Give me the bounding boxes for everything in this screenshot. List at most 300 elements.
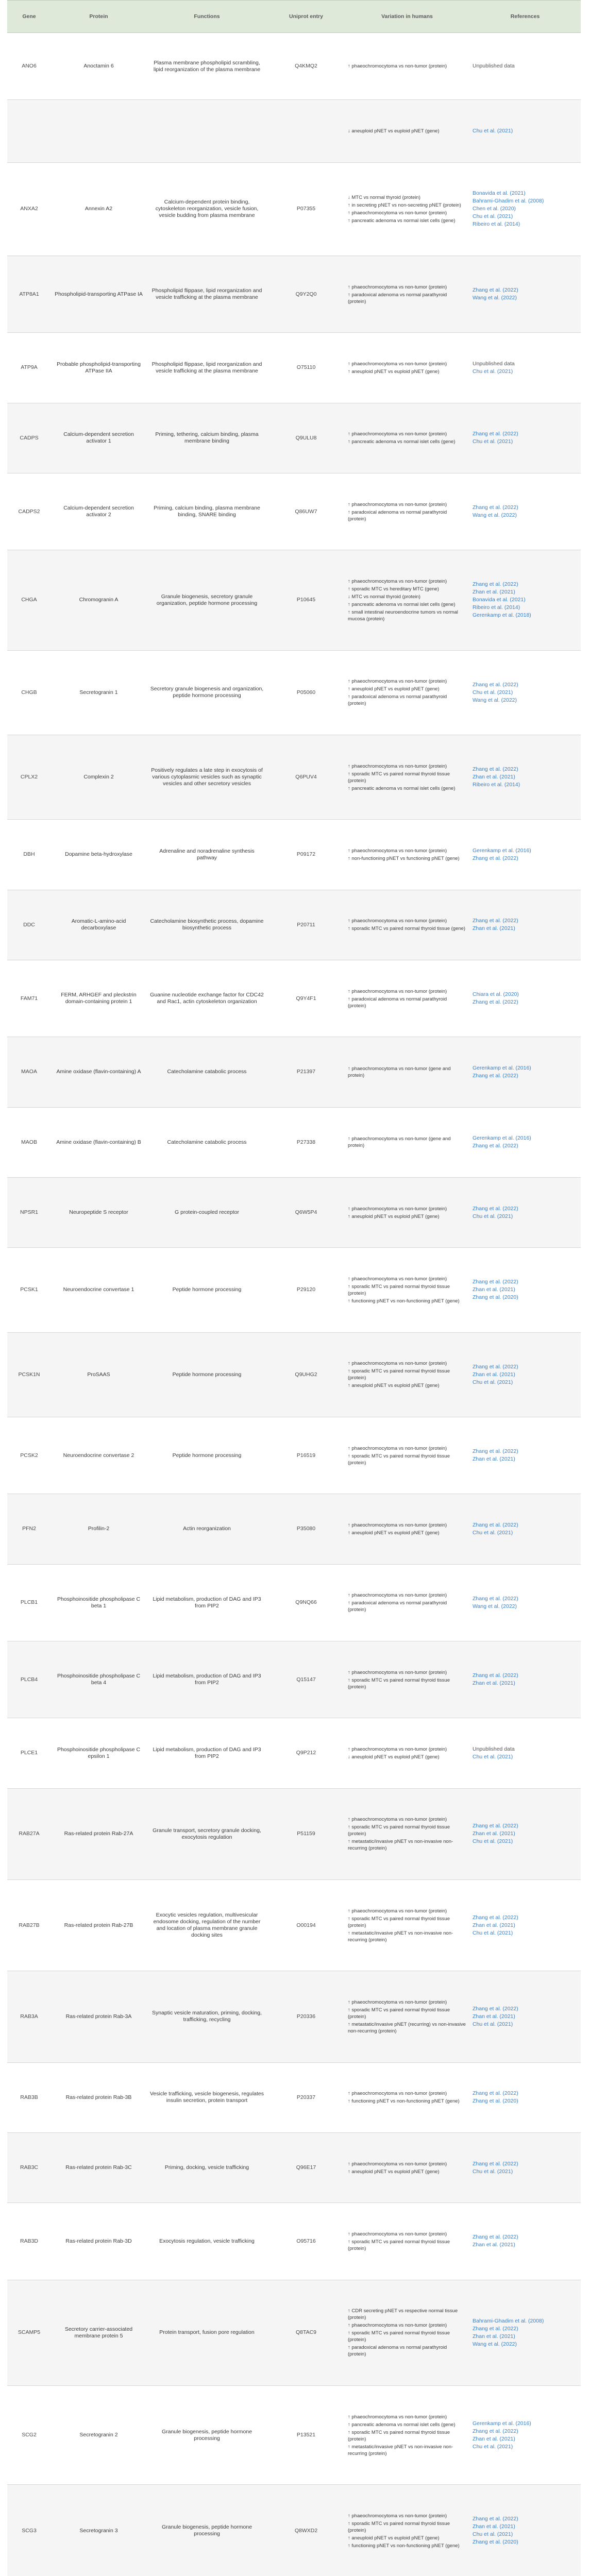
cell-functions: Plasma membrane phospholipid scrambling, lipid reorganization of the plasma membrane: [146, 33, 267, 100]
cell-functions: [146, 100, 267, 162]
cell-gene: RAB3B: [7, 2062, 51, 2132]
table-row: [7, 1641, 581, 1718]
variation-line: ↑ phaeochromocytoma vs non-tumor (protein): [348, 284, 447, 290]
reference-link[interactable]: Zhang et al. (2022): [473, 2160, 518, 2167]
cell-variation: [345, 1788, 469, 1879]
cell-functions: Secretory granule biogenesis and organization, peptide hormone processing: [146, 650, 267, 735]
reference-link[interactable]: Zhang et al. (2022): [473, 1595, 518, 1602]
cell-references: [469, 2203, 581, 2280]
variation-line: ↑ in secreting pNET vs non-secreting pNET (protein): [348, 202, 461, 208]
cell-functions: Synaptic vesicle maturation, priming, docking, trafficking, recycling: [146, 1971, 267, 2062]
variation-line: ↓ MTC vs normal thyroid (protein): [348, 594, 420, 600]
reference-link[interactable]: Zhang et al. (2022): [473, 504, 518, 511]
reference-link[interactable]: Wang et al. (2022): [473, 697, 517, 703]
table-row: [7, 2485, 581, 2576]
cell-functions: Guanine nucleotide exchange factor for CDC42 and Rac1, actin cytoskeleton organization: [146, 960, 267, 1037]
reference-text: Unpublished data: [473, 1745, 515, 1752]
cell-protein: [51, 100, 146, 162]
reference-link[interactable]: Zhang et al. (2022): [473, 1672, 518, 1679]
cell-protein: Secretogranin 2: [51, 2385, 146, 2484]
variation-line: ↑ paradoxical adenoma vs normal parathyroid (protein): [348, 996, 447, 1009]
reference-link[interactable]: Zhan et al. (2021): [473, 2013, 515, 2020]
cell-references: [469, 1564, 581, 1641]
cell-uniprot: O00194: [267, 1879, 345, 1971]
cell-protein: Probable phospholipid-transporting ATPase IIA: [51, 333, 146, 403]
cell-uniprot: Q6W5P4: [267, 1177, 345, 1247]
cell-functions: Lipid metabolism, production of DAG and IP3 from PIP2: [146, 1564, 267, 1641]
variation-line: ↑ phaeochromocytoma vs non-tumor (gene and protein): [348, 1136, 451, 1149]
variation-line: ↑ phaeochromocytoma vs non-tumor (protein): [348, 1276, 447, 1282]
cell-protein: Chromogranin A: [51, 550, 146, 650]
table-row: [7, 1177, 581, 1247]
cell-references: [469, 960, 581, 1037]
reference-link[interactable]: Zhang et al. (2022): [473, 2090, 518, 2097]
cell-functions: Priming, docking, vesicle trafficking: [146, 2132, 267, 2202]
cell-protein: Calcium-dependent secretion activator 1: [51, 403, 146, 473]
cell-protein: Anoctamin 6: [51, 33, 146, 100]
cell-functions: Adrenaline and noradrenaline synthesis pathway: [146, 820, 267, 890]
table-row: [7, 2203, 581, 2280]
reference-link[interactable]: Chu et al. (2021): [473, 689, 513, 696]
table-row: [7, 735, 581, 819]
cell-variation: [345, 333, 469, 403]
cell-references: [469, 820, 581, 890]
cell-functions: Lipid metabolism, production of DAG and IP3 from PIP2: [146, 1718, 267, 1788]
reference-link[interactable]: Ribeiro et al. (2014): [473, 221, 520, 228]
cell-references: [469, 550, 581, 650]
reference-link[interactable]: Zhang et al. (2022): [473, 681, 518, 688]
cell-protein: Secretogranin 1: [51, 650, 146, 735]
cell-references: [469, 2385, 581, 2484]
reference-link[interactable]: Bonavida et al. (2021): [473, 597, 526, 603]
reference-link[interactable]: Zhang et al. (2022): [473, 581, 518, 588]
reference-link[interactable]: Bonavida et al. (2021): [473, 190, 526, 197]
variation-line: ↑ aneuploid pNET vs euploid pNET (gene): [348, 1383, 440, 1389]
variation-line: ↑ sporadic MTC vs paired normal thyroid tissue (protein): [348, 771, 450, 784]
reference-link[interactable]: Zhang et al. (2022): [473, 1521, 518, 1528]
reference-link[interactable]: Ribeiro et al. (2014): [473, 604, 520, 611]
cell-gene: NPSR1: [7, 1177, 51, 1247]
cell-functions: Catecholamine catabolic process: [146, 1107, 267, 1177]
cell-references: [469, 735, 581, 819]
variation-line: ↑ phaeochromocytoma vs non-tumor (protein): [348, 918, 447, 924]
cell-variation: [345, 960, 469, 1037]
cell-uniprot: P13521: [267, 2385, 345, 2484]
reference-link[interactable]: Zhan et al. (2021): [473, 925, 515, 932]
variation-line: ↑ phaeochromocytoma vs non-tumor (protein): [348, 1206, 447, 1212]
table-row: [7, 333, 581, 403]
reference-link[interactable]: Zhang et al. (2020): [473, 1294, 518, 1301]
cell-references: [469, 333, 581, 403]
variation-line: ↑ sporadic MTC vs paired normal thyroid tissue (protein): [348, 2520, 450, 2533]
cell-gene: PFN2: [7, 1494, 51, 1564]
col-header-uniprot: Uniprot entry: [267, 1, 345, 33]
reference-link[interactable]: Zhang et al. (2022): [473, 1363, 518, 1370]
variation-line: ↑ phaeochromocytoma vs non-tumor (protein): [348, 2161, 447, 2167]
cell-uniprot: P07355: [267, 162, 345, 256]
cell-variation: [345, 1332, 469, 1417]
variation-line: ↑ pancreatic adenoma vs normal islet cells (gene): [348, 785, 456, 791]
reference-link[interactable]: Chu et al. (2021): [473, 1929, 513, 1936]
reference-link[interactable]: Chu et al. (2021): [473, 438, 513, 445]
reference-link[interactable]: Zhan et al. (2021): [473, 2435, 515, 2442]
variation-line: ↑ small intestinal neuroendocrine tumors vs normal mucosa (protein): [348, 609, 458, 622]
cell-functions: Lipid metabolism, production of DAG and IP3 from PIP2: [146, 1641, 267, 1718]
reference-text: Unpublished data: [473, 63, 515, 70]
table-row: [7, 1332, 581, 1417]
cell-references: [469, 1788, 581, 1879]
cell-functions: Granule biogenesis, peptide hormone processing: [146, 2385, 267, 2484]
cell-gene: MAOB: [7, 1107, 51, 1177]
variation-line: ↑ phaeochromocytoma vs non-tumor (protein): [348, 1908, 447, 1914]
cell-protein: Ras-related protein Rab-27B: [51, 1879, 146, 1971]
variation-line: ↑ aneuploid pNET vs euploid pNET (gene): [348, 1213, 440, 1219]
reference-link[interactable]: Zhang et al. (2022): [473, 1914, 518, 1921]
reference-link[interactable]: Chu et al. (2021): [473, 2443, 513, 2450]
table-row: [7, 256, 581, 332]
cell-references: [469, 2062, 581, 2132]
reference-link[interactable]: Chu et al. (2021): [473, 1213, 513, 1219]
reference-link[interactable]: Zhang et al. (2020): [473, 2539, 518, 2546]
reference-link[interactable]: Zhan et al. (2021): [473, 2523, 515, 2530]
cell-gene: ANXA2: [7, 162, 51, 256]
variation-line: ↑ phaeochromocytoma vs non-tumor (protein): [348, 431, 447, 437]
cell-references: [469, 1641, 581, 1718]
reference-link[interactable]: Ribeiro et al. (2014): [473, 782, 520, 788]
cell-references: [469, 650, 581, 735]
reference-text: Unpublished data: [473, 360, 515, 367]
cell-gene: FAM71: [7, 960, 51, 1037]
cell-references: [469, 1494, 581, 1564]
cell-protein: Phosphoinositide phospholipase C beta 1: [51, 1564, 146, 1641]
cell-protein: Secretory carrier-associated membrane protein 5: [51, 2280, 146, 2385]
reference-link[interactable]: Gerenkamp et al. (2018): [473, 612, 531, 619]
reference-link[interactable]: Gerenkamp et al. (2016): [473, 2420, 531, 2427]
cell-variation: [345, 2280, 469, 2385]
cell-references: [469, 403, 581, 473]
cell-protein: Ras-related protein Rab-3C: [51, 2132, 146, 2202]
reference-link[interactable]: Zhan et al. (2021): [473, 1922, 515, 1928]
cell-uniprot: Q15147: [267, 1641, 345, 1718]
reference-link[interactable]: Zhang et al. (2022): [473, 1205, 518, 1212]
table-row: [7, 1107, 581, 1177]
cell-uniprot: O95716: [267, 2203, 345, 2280]
variation-line: ↑ phaeochromocytoma vs non-tumor (protein): [348, 2231, 447, 2237]
cell-gene: CADPS: [7, 403, 51, 473]
reference-link[interactable]: Chen et al. (2020): [473, 206, 516, 212]
cell-variation: [345, 1641, 469, 1718]
cell-protein: Amine oxidase (flavin-containing) B: [51, 1107, 146, 1177]
cell-variation: [345, 1107, 469, 1177]
reference-link[interactable]: Zhang et al. (2022): [473, 1279, 518, 1285]
gene-table: [7, 0, 581, 2576]
cell-functions: Catecholamine biosynthetic process, dopamine biosynthetic process: [146, 890, 267, 960]
reference-link[interactable]: Wang et al. (2022): [473, 1603, 517, 1609]
reference-link[interactable]: Chu et al. (2021): [473, 1529, 513, 1536]
cell-uniprot: P20337: [267, 2062, 345, 2132]
variation-line: ↓ aneuploid pNET vs euploid pNET (gene): [348, 1754, 440, 1760]
cell-variation: [345, 100, 469, 162]
reference-link[interactable]: Zhang et al. (2022): [473, 2516, 518, 2522]
reference-link[interactable]: Zhan et al. (2021): [473, 589, 515, 596]
reference-link[interactable]: Chu et al. (2021): [473, 213, 513, 220]
reference-link[interactable]: Wang et al. (2022): [473, 512, 517, 519]
reference-link[interactable]: Bahrami-Ghadim et al. (2008): [473, 2317, 544, 2324]
variation-line: ↑ phaeochromocytoma vs non-tumor (protein): [348, 1592, 447, 1599]
cell-uniprot: P16519: [267, 1417, 345, 1494]
cell-uniprot: P21397: [267, 1037, 345, 1107]
table-body: [7, 33, 581, 2576]
table-row: [7, 1564, 581, 1641]
table-row: [7, 2385, 581, 2484]
cell-protein: Secretogranin 3: [51, 2485, 146, 2576]
cell-variation: [345, 256, 469, 332]
cell-uniprot: P29120: [267, 1248, 345, 1332]
variation-line: ↑ metastatic/invasive pNET vs non-invasive non-recurring (protein): [348, 2444, 453, 2456]
reference-link[interactable]: Zhang et al. (2022): [473, 999, 518, 1006]
cell-functions: G protein-coupled receptor: [146, 1177, 267, 1247]
col-header-functions: Functions: [146, 1, 267, 33]
cell-uniprot: Q9P212: [267, 1718, 345, 1788]
variation-line: ↑ phaeochromocytoma vs non-tumor (protein): [348, 2414, 447, 2420]
cell-protein: Aromatic-L-amino-acid decarboxylase: [51, 890, 146, 960]
cell-uniprot: Q9ULU8: [267, 403, 345, 473]
variation-line: ↑ phaeochromocytoma vs non-tumor (protein): [348, 63, 447, 70]
cell-variation: [345, 1417, 469, 1494]
variation-line: ↑ CDR secreting pNET vs respective normal tissue (protein): [348, 2308, 458, 2321]
variation-line: ↑ phaeochromocytoma vs non-tumor (protein): [348, 1999, 447, 2005]
cell-uniprot: P10645: [267, 550, 345, 650]
cell-gene: RAB27A: [7, 1788, 51, 1879]
table-row: [7, 162, 581, 256]
cell-gene: MAOA: [7, 1037, 51, 1107]
cell-uniprot: Q96E17: [267, 2132, 345, 2202]
reference-link[interactable]: Chu et al. (2021): [473, 127, 513, 134]
cell-functions: Phospholipid flippase, lipid reorganization and vesicle trafficking at the plasma membrane: [146, 333, 267, 403]
cell-protein: Phosphoinositide phospholipase C beta 4: [51, 1641, 146, 1718]
reference-link[interactable]: Zhang et al. (2022): [473, 2234, 518, 2241]
table-row: [7, 1037, 581, 1107]
reference-link[interactable]: Wang et al. (2022): [473, 2341, 517, 2347]
reference-link[interactable]: Wang et al. (2022): [473, 295, 517, 301]
reference-link[interactable]: Zhang et al. (2022): [473, 918, 518, 924]
reference-link[interactable]: Bahrami-Ghadim et al. (2008): [473, 198, 544, 205]
cell-variation: [345, 2203, 469, 2280]
reference-link[interactable]: Zhang et al. (2022): [473, 855, 518, 861]
reference-link[interactable]: Zhang et al. (2022): [473, 766, 518, 773]
variation-line: ↑ pancreatic adenoma vs normal islet cells (gene): [348, 217, 456, 224]
cell-variation: [345, 1177, 469, 1247]
variation-line: ↑ functioning pNET vs non-functioning pNET (gene): [348, 1298, 460, 1304]
table-row: [7, 100, 581, 162]
header-row: [7, 1, 581, 33]
variation-line: ↑ phaeochromocytoma vs non-tumor (protein): [348, 1669, 447, 1675]
col-header-references: References: [469, 1, 581, 33]
cell-functions: Granule transport, secretory granule docking, exocytosis regulation: [146, 1788, 267, 1879]
table-row: [7, 1788, 581, 1879]
cell-variation: [345, 162, 469, 256]
cell-protein: FERM, ARHGEF and pleckstrin domain-containing protein 1: [51, 960, 146, 1037]
cell-gene: RAB3A: [7, 1971, 51, 2062]
cell-functions: Vesicle trafficking, vesicle biogenesis, regulates insulin secretion, protein transport: [146, 2062, 267, 2132]
reference-link[interactable]: Chiara et al. (2020): [473, 991, 519, 998]
cell-references: [469, 1107, 581, 1177]
reference-link[interactable]: Zhang et al. (2022): [473, 1823, 518, 1829]
reference-link[interactable]: Zhan et al. (2021): [473, 1456, 515, 1463]
cell-protein: Neuroendocrine convertase 2: [51, 1417, 146, 1494]
cell-uniprot: Q8WXD2: [267, 2485, 345, 2576]
reference-link[interactable]: Chu et al. (2021): [473, 1753, 513, 1760]
cell-protein: Dopamine beta-hydroxylase: [51, 820, 146, 890]
cell-variation: [345, 403, 469, 473]
variation-line: ↑ pancreatic adenoma vs normal islet cells (gene): [348, 601, 456, 607]
cell-uniprot: O75110: [267, 333, 345, 403]
reference-link[interactable]: Zhang et al. (2022): [473, 2005, 518, 2012]
reference-link[interactable]: Zhan et al. (2021): [473, 1680, 515, 1687]
col-header-variation: Variation in humans: [345, 1, 469, 33]
cell-functions: Actin reorganization: [146, 1494, 267, 1564]
reference-link[interactable]: Gerenkamp et al. (2016): [473, 1135, 531, 1142]
reference-link[interactable]: Zhang et al. (2022): [473, 431, 518, 437]
cell-functions: Exocytosis regulation, vesicle trafficking: [146, 2203, 267, 2280]
cell-gene: RAB3C: [7, 2132, 51, 2202]
cell-references: [469, 162, 581, 256]
cell-gene: DDC: [7, 890, 51, 960]
reference-link[interactable]: Zhan et al. (2021): [473, 2242, 515, 2248]
reference-link[interactable]: Chu et al. (2021): [473, 1379, 513, 1385]
reference-link[interactable]: Zhang et al. (2022): [473, 287, 518, 294]
cell-gene: DBH: [7, 820, 51, 890]
cell-protein: ProSAAS: [51, 1332, 146, 1417]
cell-uniprot: P09172: [267, 820, 345, 890]
table-row: [7, 1248, 581, 1332]
cell-functions: Granule biogenesis, secretory granule organization, peptide hormone processing: [146, 550, 267, 650]
cell-gene: ANO6: [7, 33, 51, 100]
cell-functions: Peptide hormone processing: [146, 1248, 267, 1332]
cell-variation: [345, 890, 469, 960]
variation-line: ↑ phaeochromocytoma vs non-tumor (protein): [348, 679, 447, 685]
table-row: [7, 890, 581, 960]
variation-line: ↑ aneuploid pNET vs euploid pNET (gene): [348, 686, 440, 692]
cell-uniprot: P05060: [267, 650, 345, 735]
cell-gene: PCSK1: [7, 1248, 51, 1332]
reference-link[interactable]: Chu et al. (2021): [473, 2168, 513, 2175]
cell-references: [469, 256, 581, 332]
variation-line: ↑ phaeochromocytoma vs non-tumor (protein): [348, 578, 447, 584]
cell-protein: Calcium-dependent secretion activator 2: [51, 473, 146, 550]
cell-gene: [7, 100, 51, 162]
reference-link[interactable]: Zhan et al. (2021): [473, 2333, 515, 2340]
cell-gene: PLCB1: [7, 1564, 51, 1641]
reference-link[interactable]: Chu et al. (2021): [473, 2531, 513, 2538]
reference-link[interactable]: Gerenkamp et al. (2016): [473, 1064, 531, 1071]
table-row: [7, 1879, 581, 1971]
reference-link[interactable]: Zhang et al. (2022): [473, 1143, 518, 1149]
cell-gene: CHGA: [7, 550, 51, 650]
table-row: [7, 550, 581, 650]
variation-line: ↑ paradoxical adenoma vs normal parathyroid (protein): [348, 509, 447, 522]
cell-uniprot: Q8TAC9: [267, 2280, 345, 2385]
variation-line: ↑ phaeochromocytoma vs non-tumor (protein): [348, 1522, 447, 1528]
cell-functions: Exocytic vesicles regulation, multivesicular endosome docking, regulation of the number and location of plasma membrane granule docking sites: [146, 1879, 267, 1971]
cell-uniprot: Q9UHG2: [267, 1332, 345, 1417]
variation-line: ↑ phaeochromocytoma vs non-tumor (protein): [348, 1361, 447, 1367]
cell-functions: Granule biogenesis, peptide hormone processing: [146, 2485, 267, 2576]
variation-line: ↑ phaeochromocytoma vs non-tumor (protein): [348, 2091, 447, 2097]
reference-link[interactable]: Zhan et al. (2021): [473, 1831, 515, 1837]
reference-link[interactable]: Zhang et al. (2022): [473, 1072, 518, 1079]
cell-gene: RAB27B: [7, 1879, 51, 1971]
cell-functions: Priming, tethering, calcium binding, plasma membrane binding: [146, 403, 267, 473]
cell-uniprot: Q6PUV4: [267, 735, 345, 819]
table-row: [7, 2062, 581, 2132]
variation-line: ↑ non-functioning pNET vs functioning pNET (gene): [348, 855, 460, 861]
reference-link[interactable]: Gerenkamp et al. (2016): [473, 847, 531, 854]
table-row: [7, 403, 581, 473]
cell-gene: ATP8A1: [7, 256, 51, 332]
cell-functions: Catecholamine catabolic process: [146, 1037, 267, 1107]
reference-link[interactable]: Chu et al. (2021): [473, 2021, 513, 2027]
table-row: [7, 1718, 581, 1788]
reference-link[interactable]: Zhang et al. (2022): [473, 2428, 518, 2434]
cell-functions: Calcium-dependent protein binding, cytoskeleton reorganization, vesicle fusion, vesicle budding from plasma membrane: [146, 162, 267, 256]
reference-link[interactable]: Zhang et al. (2022): [473, 2325, 518, 2332]
cell-references: [469, 1971, 581, 2062]
cell-protein: Ras-related protein Rab-3D: [51, 2203, 146, 2280]
cell-uniprot: Q9Y4F1: [267, 960, 345, 1037]
reference-link[interactable]: Zhan et al. (2021): [473, 774, 515, 781]
cell-gene: PLCE1: [7, 1718, 51, 1788]
variation-line: ↑ sporadic MTC vs paired normal thyroid tissue (protein): [348, 2429, 450, 2442]
variation-line: ↑ aneuploid pNET vs euploid pNET (gene): [348, 2535, 440, 2541]
variation-line: ↑ metastatic/invasive pNET vs non-invasive non-recurring (protein): [348, 1839, 453, 1852]
cell-functions: Peptide hormone processing: [146, 1332, 267, 1417]
cell-variation: [345, 735, 469, 819]
cell-references: [469, 2280, 581, 2385]
reference-link[interactable]: Zhang et al. (2022): [473, 1448, 518, 1455]
cell-gene: RAB3D: [7, 2203, 51, 2280]
cell-gene: PCSK1N: [7, 1332, 51, 1417]
cell-uniprot: [267, 100, 345, 162]
reference-link[interactable]: Chu et al. (2021): [473, 368, 513, 375]
cell-variation: [345, 33, 469, 100]
reference-link[interactable]: Zhan et al. (2021): [473, 1286, 515, 1293]
cell-protein: Neuroendocrine convertase 1: [51, 1248, 146, 1332]
cell-uniprot: Q9NQ66: [267, 1564, 345, 1641]
variation-line: ↑ phaeochromocytoma vs non-tumor (protein): [348, 2323, 447, 2329]
variation-line: ↑ sporadic MTC vs paired normal thyroid tissue (protein): [348, 1453, 450, 1466]
variation-line: ↑ sporadic MTC vs paired normal thyroid tissue (gene): [348, 926, 466, 932]
variation-line: ↑ phaeochromocytoma vs non-tumor (protein): [348, 2513, 447, 2519]
cell-gene: CADPS2: [7, 473, 51, 550]
cell-uniprot: P35080: [267, 1494, 345, 1564]
cell-uniprot: P27338: [267, 1107, 345, 1177]
cell-references: [469, 2485, 581, 2576]
variation-line: ↑ phaeochromocytoma vs non-tumor (protein): [348, 763, 447, 769]
reference-link[interactable]: Zhan et al. (2021): [473, 1371, 515, 1378]
cell-uniprot: Q9Y2Q0: [267, 256, 345, 332]
reference-link[interactable]: Zhang et al. (2020): [473, 2098, 518, 2105]
cell-functions: Phospholipid flippase, lipid reorganization and vesicle trafficking at the plasma membrane: [146, 256, 267, 332]
cell-variation: [345, 1037, 469, 1107]
cell-variation: [345, 1494, 469, 1564]
cell-protein: Ras-related protein Rab-3B: [51, 2062, 146, 2132]
cell-gene: CPLX2: [7, 735, 51, 819]
cell-uniprot: P20711: [267, 890, 345, 960]
variation-line: ↑ phaeochromocytoma vs non-tumor (protein): [348, 1445, 447, 1451]
reference-link[interactable]: Chu et al. (2021): [473, 1838, 513, 1845]
variation-line: ↑ sporadic MTC vs paired normal thyroid tissue (protein): [348, 2330, 450, 2343]
